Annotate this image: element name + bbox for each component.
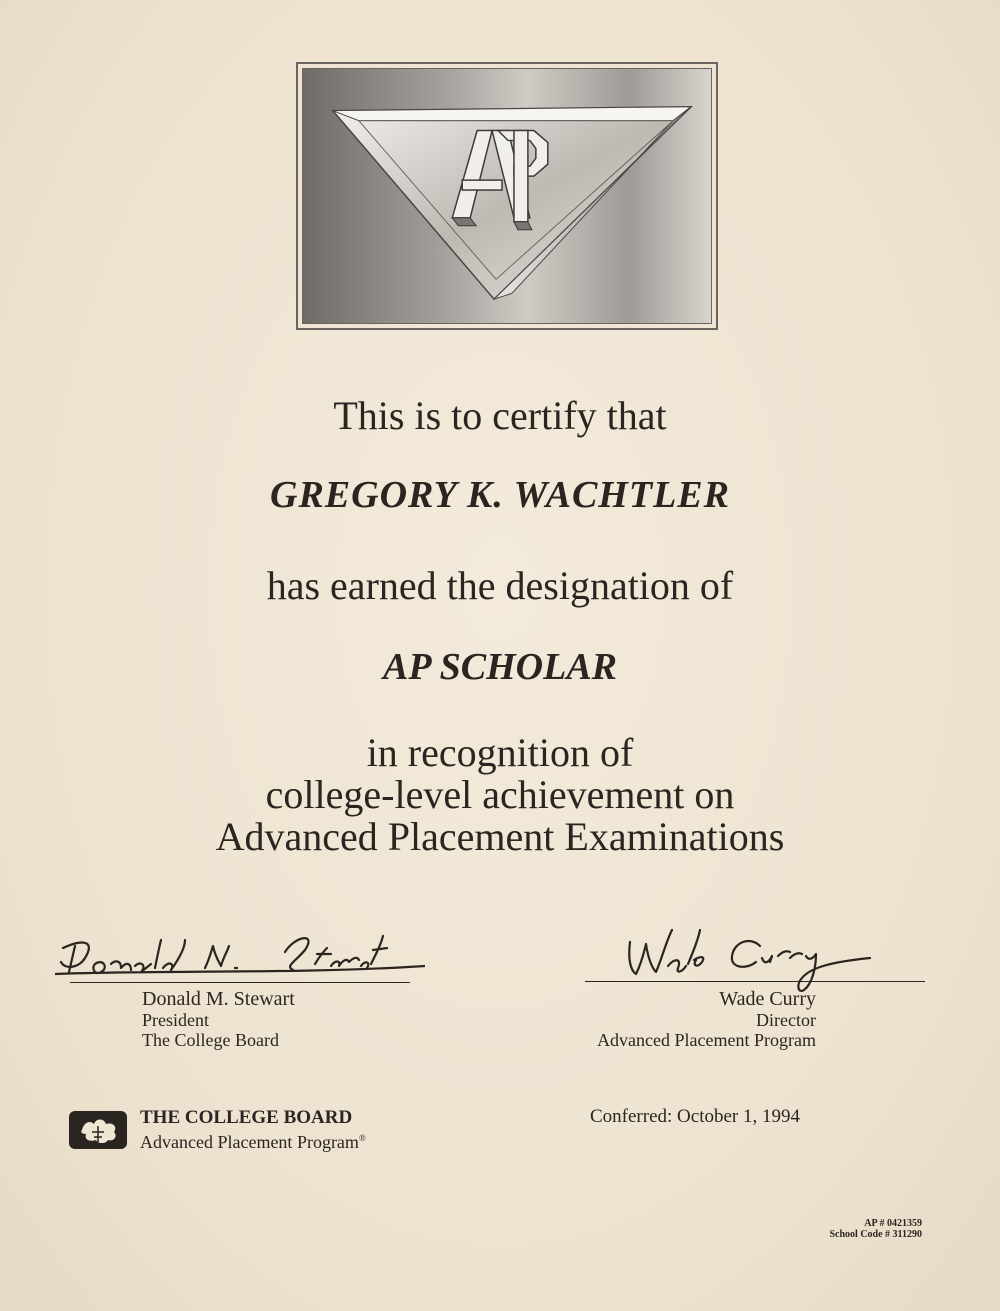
certify-intro: This is to certify that <box>333 393 667 438</box>
ap-logo <box>302 68 712 324</box>
signatory-left <box>142 988 295 1050</box>
signatory-right-org: Advanced Placement Program <box>597 1030 816 1050</box>
signature-line-right <box>585 981 925 982</box>
ap-number: AP # 0421359 <box>864 1218 922 1229</box>
recognition-line: Advanced Placement Examinations <box>215 814 785 859</box>
earned-designation-text: has earned the designation of <box>266 563 734 608</box>
signature-line-left <box>70 982 410 983</box>
recipient-name: GREGORY K. WACHTLER <box>270 474 730 516</box>
certificate-codes <box>829 1218 922 1240</box>
college-board-name: THE COLLEGE BOARD <box>140 1107 353 1128</box>
ap-program-name: Advanced Placement Program® <box>140 1132 366 1152</box>
recognition-line: in recognition of <box>366 730 634 775</box>
recognition-text <box>0 732 1000 858</box>
signatory-left-name: Donald M. Stewart <box>142 988 295 1010</box>
signatory-left-org: The College Board <box>142 1030 279 1050</box>
college-board-acorn-icon <box>68 1110 128 1150</box>
signatory-right-title: Director <box>756 1010 816 1030</box>
registered-mark: ® <box>358 1133 366 1143</box>
signatory-right <box>597 988 816 1050</box>
college-board-branding <box>140 1108 366 1152</box>
ap-logo-frame <box>296 62 718 330</box>
ap-triangle-emblem <box>303 69 711 323</box>
school-code: School Code # 311290 <box>829 1229 922 1240</box>
signature-donald-stewart <box>55 928 425 984</box>
recognition-line: college-level achievement on <box>265 772 735 817</box>
designation-title: AP SCHOLAR <box>382 646 618 688</box>
signatory-right-name: Wade Curry <box>719 988 816 1010</box>
signatory-left-title: President <box>142 1010 209 1030</box>
conferred-date: Conferred: October 1, 1994 <box>590 1106 800 1127</box>
